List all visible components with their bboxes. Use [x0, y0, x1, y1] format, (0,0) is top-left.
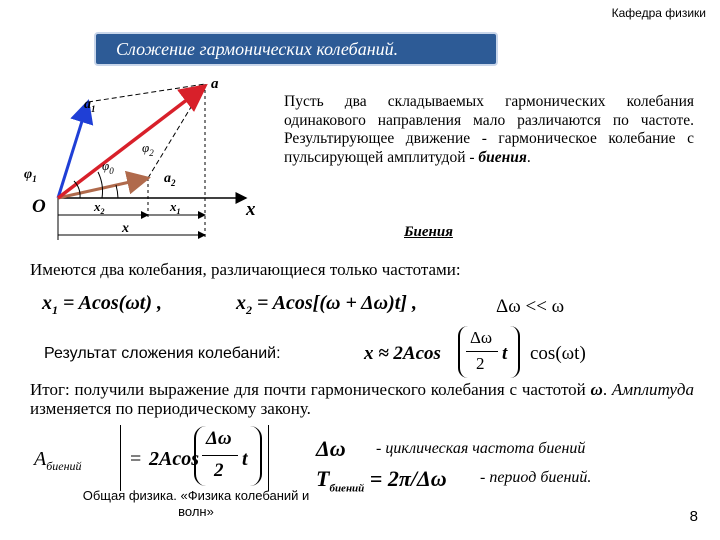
arc-phi2	[116, 185, 118, 198]
formula-amp-rhs: 2Acos	[149, 448, 199, 470]
slide-title: Сложение гармонических колебаний.	[116, 39, 399, 59]
page-number: 8	[689, 508, 698, 525]
formula-x2: $x_2 = Acos[(\omega + \Delta\omega)t]$ ,	[236, 292, 417, 317]
formula-sum-t: t	[502, 343, 508, 364]
formula-period: $T_{биений} = 2\pi/\Delta\omega$	[316, 466, 447, 495]
formula-sum-tail: cos(ωt)	[530, 343, 586, 364]
phasor-diagram	[18, 70, 278, 250]
formula-amp-t: t	[242, 448, 248, 470]
period-note: - период биений.	[480, 469, 592, 486]
result-paragraph: Итог: получили выражение для почти гармонического колебания с частотой ω. Амплитуда изменяется по периодическому закону.	[30, 380, 695, 418]
label-a: a	[211, 76, 219, 92]
label-phi2: $\varphi_2$	[142, 140, 154, 158]
formula-sum-bar	[466, 351, 498, 352]
label-phi1: $\varphi_1$	[24, 167, 37, 184]
formula-sum-lhs: x ≈ 2Acos	[364, 343, 441, 364]
sum-result-text: Результат сложения колебаний:	[44, 345, 281, 362]
label-x: x	[122, 221, 129, 236]
label-a2: $a_2$	[164, 171, 176, 188]
department-label: Кафедра физики	[611, 6, 706, 20]
formula-amp-eq: =	[130, 448, 142, 470]
arc-phi0	[98, 172, 103, 198]
delta-omega-note: - циклическая частота биений	[376, 440, 586, 457]
amplitude-word: Амплитуда	[611, 380, 695, 399]
label-origin: O	[32, 196, 46, 217]
intro-bold-word: биения	[478, 148, 527, 166]
slide-title-banner	[94, 32, 498, 66]
formula-sum-num: Δω	[470, 328, 493, 347]
abs-bar-left	[120, 425, 121, 491]
vector-a1	[58, 102, 88, 198]
abs-bar-right	[268, 425, 269, 491]
formula-amp-num: Δω	[206, 428, 232, 449]
footer-course: Общая физика. «Физика колебаний и волн»	[82, 488, 310, 519]
omega-symbol: ω	[590, 380, 603, 399]
delta-omega-symbol: Δω	[316, 436, 346, 461]
intro-paragraph: Пусть два складываемых гармонических колебания одинакового направления мало различаются по частоте. Результирующее движение - гармоническое колебание с пульсирующей амплитудой - биения.	[284, 93, 694, 166]
label-x2: $x_2$	[94, 199, 105, 216]
formula-x1: $x_1 = Acos(\omega t)$ ,	[42, 292, 162, 317]
label-a1: $a_1$	[84, 97, 96, 114]
beats-heading: Биения	[404, 224, 453, 240]
parallelogram-right	[148, 84, 205, 178]
label-x-axis: x	[246, 199, 256, 220]
formula-amp-den: 2	[214, 460, 224, 481]
formula-condition: Δω << ω	[496, 296, 565, 317]
label-x1: $x_1$	[170, 199, 181, 216]
formula-sum-den: 2	[476, 354, 485, 373]
two-oscillations-text: Имеются два колебания, различающиеся только частотами:	[30, 260, 461, 279]
label-phi0: $\varphi_0$	[102, 158, 114, 176]
formula-amp-bar	[202, 455, 238, 456]
formula-amp-lhs: $A_{биений}$	[34, 448, 82, 473]
